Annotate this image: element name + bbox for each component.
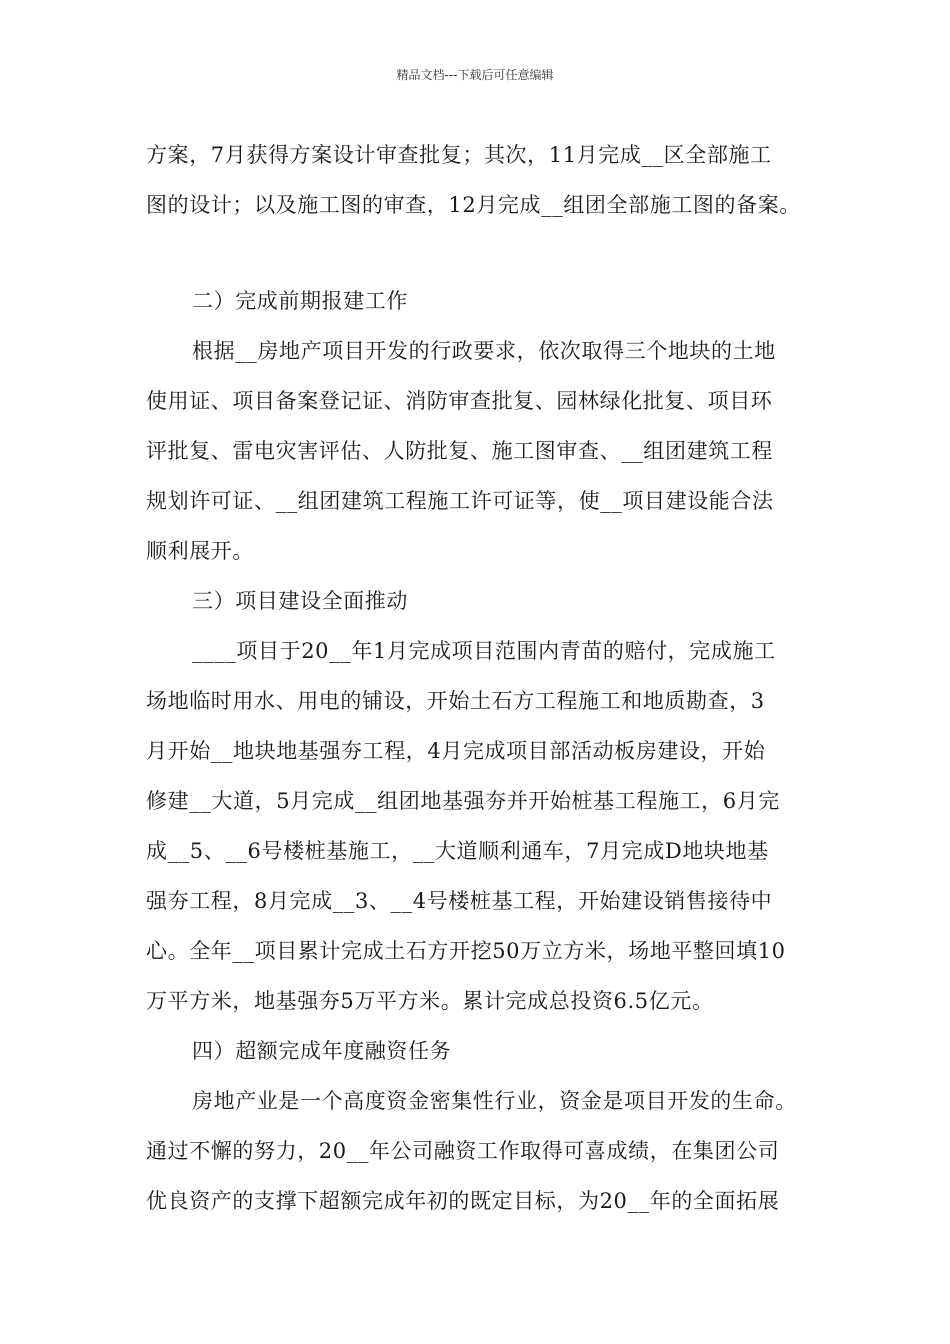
section-heading: 四）超额完成年度融资任务 bbox=[192, 1039, 452, 1063]
text-line: 成__5、__6号楼桩基施工，__大道顺利通车，7月完成D地块地基 bbox=[146, 839, 769, 863]
paragraph-gap bbox=[146, 230, 836, 276]
document-body bbox=[146, 130, 836, 1226]
text-line: 根据__房地产项目开发的行政要求，依次取得三个地块的土地 bbox=[192, 339, 776, 363]
text-line: ____项目于20__年1月完成项目范围内青苗的赔付，完成施工 bbox=[192, 639, 776, 663]
text-line: 优良资产的支撑下超额完成年初的既定目标，为20__年的全面拓展 bbox=[146, 1189, 780, 1213]
text-line: 方案，7月获得方案设计审查批复；其次，11月完成__区全部施工 bbox=[146, 143, 772, 167]
page-header: 精品文档---下载后可任意编辑 bbox=[396, 68, 554, 82]
text-line: 修建__大道，5月完成__组团地基强夯并开始桩基工程施工，6月完 bbox=[146, 789, 780, 813]
text-line: 图的设计；以及施工图的审查，12月完成__组团全部施工图的备案。 bbox=[146, 193, 801, 217]
section-heading: 二）完成前期报建工作 bbox=[192, 289, 408, 313]
text-line: 心。全年__项目累计完成土石方开挖50万立方米，场地平整回填10 bbox=[146, 939, 786, 963]
text-line: 通过不懈的努力，20__年公司融资工作取得可喜成绩，在集团公司 bbox=[146, 1139, 780, 1163]
text-line: 万平方米，地基强夯5万平方米。累计完成总投资6.5亿元。 bbox=[146, 989, 714, 1013]
text-line: 月开始__地块地基强夯工程，4月完成项目部活动板房建设，开始 bbox=[146, 739, 766, 763]
text-line: 规划许可证、__组团建筑工程施工许可证等，使__项目建设能合法 bbox=[146, 489, 774, 513]
text-line: 场地临时用水、用电的铺设，开始土石方工程施工和地质勘查，3 bbox=[146, 689, 765, 713]
text-line: 顺利展开。 bbox=[146, 539, 254, 563]
text-line: 房地产业是一个高度资金密集性行业，资金是项目开发的生命。 bbox=[192, 1089, 797, 1113]
section-heading: 三）项目建设全面推动 bbox=[192, 589, 408, 613]
text-line: 强夯工程，8月完成__3、__4号楼桩基工程，开始建设销售接待中 bbox=[146, 889, 773, 913]
text-line: 评批复、雷电灾害评估、人防批复、施工图审查、__组团建筑工程 bbox=[146, 439, 773, 463]
text-line: 使用证、项目备案登记证、消防审查批复、园林绿化批复、项目环 bbox=[146, 389, 773, 413]
